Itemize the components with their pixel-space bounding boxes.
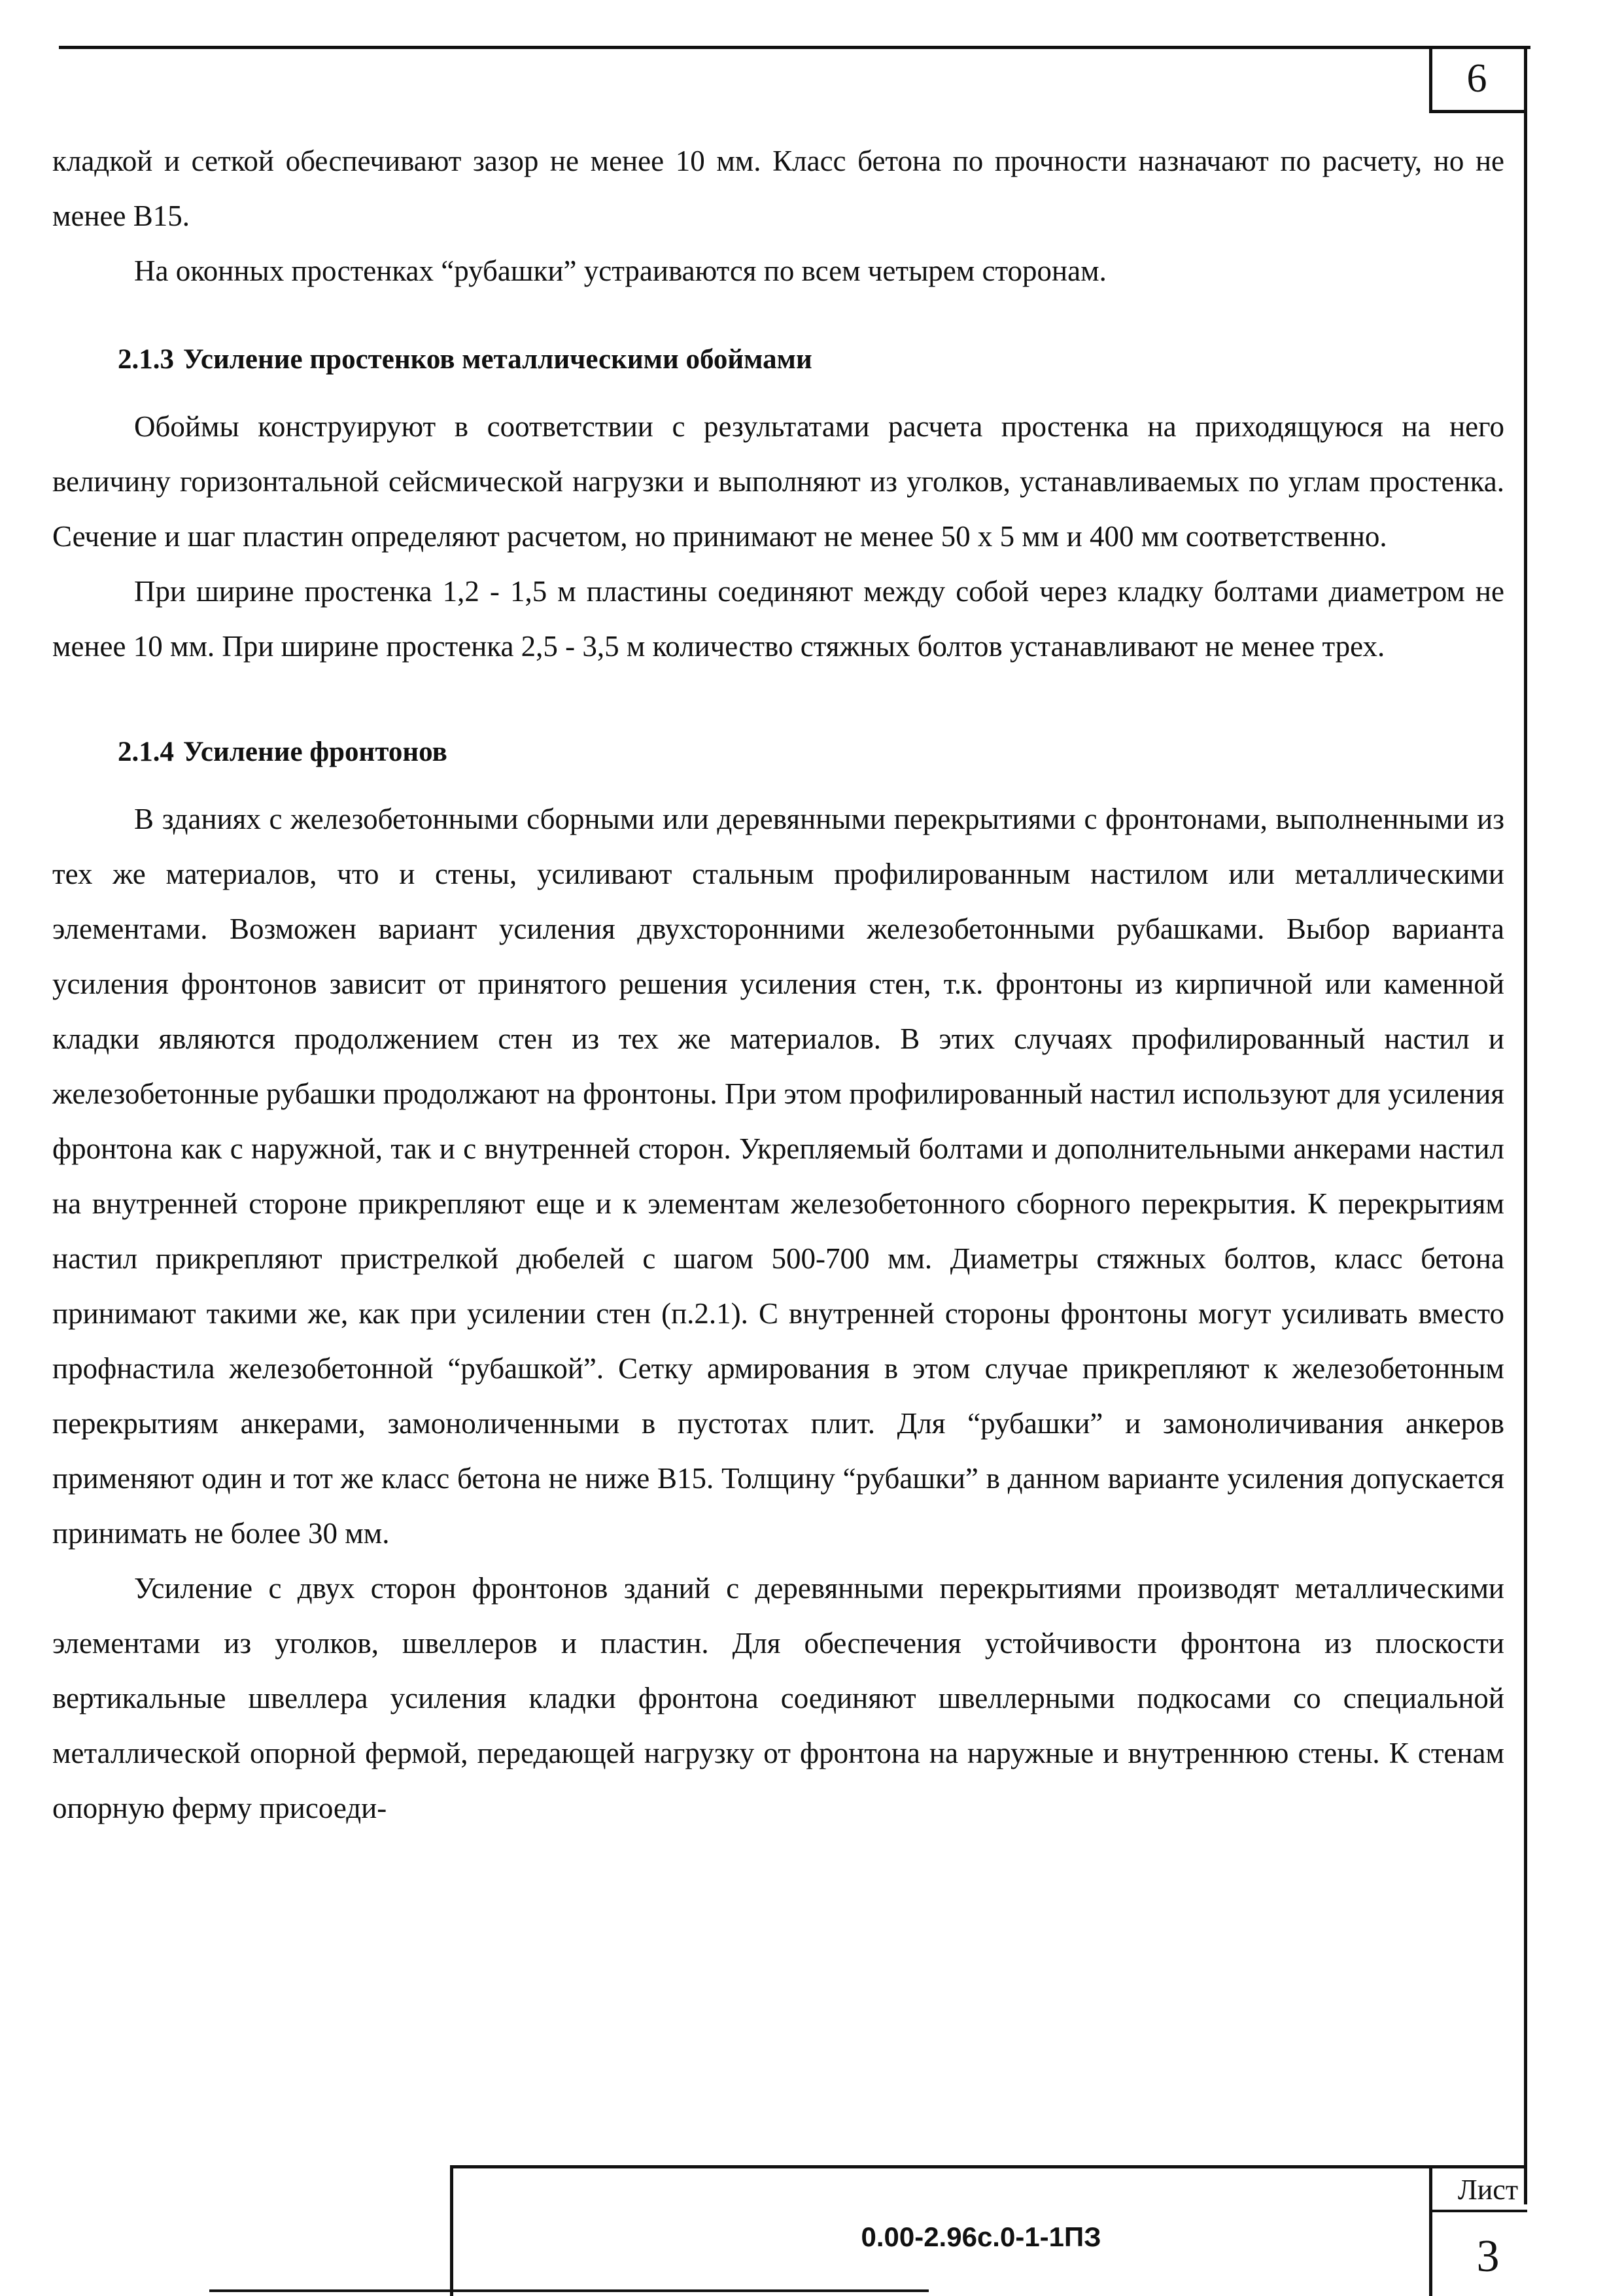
sheet-number: 3 bbox=[1476, 2231, 1500, 2282]
paragraph: На оконных простенках “рубашки” устраиваются по всем четырем сторонам. bbox=[134, 254, 1107, 287]
document-code: 0.00-2.96с.0-1-1ПЗ bbox=[861, 2221, 1101, 2252]
stamp-top-line bbox=[451, 2165, 1527, 2168]
section-heading-2-1-3 bbox=[0, 336, 1504, 383]
paragraph: В зданиях с железобетонными сборными или деревянными перекрытиями с фронтонами, выполненными из тех же материалов, что и стены, усиливают стальным профилированным настилом или металлическими элементами. Возможен вариант усиления двухсторонними железобетонными рубашками. Выбор варианта усиления фронтонов зависит от принятого решения усиления стен, т.к. фронтоны из кирпичной или каменной кладки являются продолжением стен из тех же материалов. В этих случаях профилированный настил и железобетонные рубашки продолжают на фронтоны. При этом профилированный настил используют для усиления фронтона как с наружной, так и с внутренней сторон. Укрепляемый болтами и дополнительными анкерами настил на внутренней стороне прикрепляют еще и к элементам железобетонного сборного перекрытия. К перекрытиям настил прикрепляют пристрелкой дюбелей с шагом 500-700 мм. Диаметры стяжных болтов, класс бетона принимают такими же, как при усилении стен (п.2.1). С внутренней стороны фронтоны могут усиливать вместо профнастила железобетонной “рубашкой”. Сетку армирования в этом случае прикрепляют к железобетонным перекрытиям анкерами, замоноличенными в пустотах плит. Для “рубашки” и замоноличивания анкеров применяют один и тот же класс бетона не ниже В15. Толщину “рубашки” в данном варианте усиления допускается принимать не более 30 мм. bbox=[52, 803, 1504, 1550]
paragraph-continuation: кладкой и сеткой обеспечивают зазор не менее 10 мм. Класс бетона по прочности назначают по расчету, но не менее В15. bbox=[52, 145, 1504, 232]
section-number: 2.1.4 bbox=[118, 737, 174, 767]
page-number: 6 bbox=[1466, 56, 1487, 101]
paragraph: Усиление с двух сторон фронтонов зданий с деревянными перекрытиями производят металлическими элементами из уголков, швеллеров и пластин. Для обеспечения устойчивости фронтона из плоскости вертикальные швеллера усиления кладки фронтона соединяют швеллерными подкосами со специальной металлической опорной фермой, передающей нагрузку от фронтона на наружные и внутреннюю стены. К стенам опорную ферму присоеди- bbox=[52, 1572, 1504, 1824]
page-body bbox=[0, 133, 1504, 1835]
stamp-sheet-label-line bbox=[1429, 2210, 1527, 2212]
paragraph: При ширине простенка 1,2 - 1,5 м пластины соединяют между собой через кладку болтами диаметром не менее 10 мм. При ширине простенка 2,5 - 3,5 м количество стяжных болтов устанавливают не менее трех. bbox=[52, 575, 1504, 663]
paragraph: Обоймы конструируют в соответствии с результатами расчета простенка на приходящуюся на него величину горизонтальной сейсмической нагрузки и выполняют из уголков, устанавливаемых по углам простенка. Сечение и шаг пластин определяют расчетом, но принимают не менее 50 х 5 мм и 400 мм соответственно. bbox=[52, 410, 1504, 553]
page-num-box-bottom bbox=[1429, 110, 1527, 113]
stamp-sheet-divider bbox=[1429, 2165, 1432, 2296]
section-title: Усиление фронтонов bbox=[183, 737, 447, 767]
right-border-line bbox=[1524, 46, 1527, 2204]
section-number: 2.1.3 bbox=[118, 344, 174, 375]
top-border-line bbox=[59, 46, 1530, 49]
sheet-label: Лист bbox=[1457, 2174, 1519, 2206]
bottom-rule bbox=[209, 2289, 929, 2292]
section-heading-2-1-4 bbox=[0, 729, 1504, 776]
stamp-left-line bbox=[450, 2165, 453, 2296]
section-title: Усиление простенков металлическими обоймами bbox=[183, 344, 812, 375]
